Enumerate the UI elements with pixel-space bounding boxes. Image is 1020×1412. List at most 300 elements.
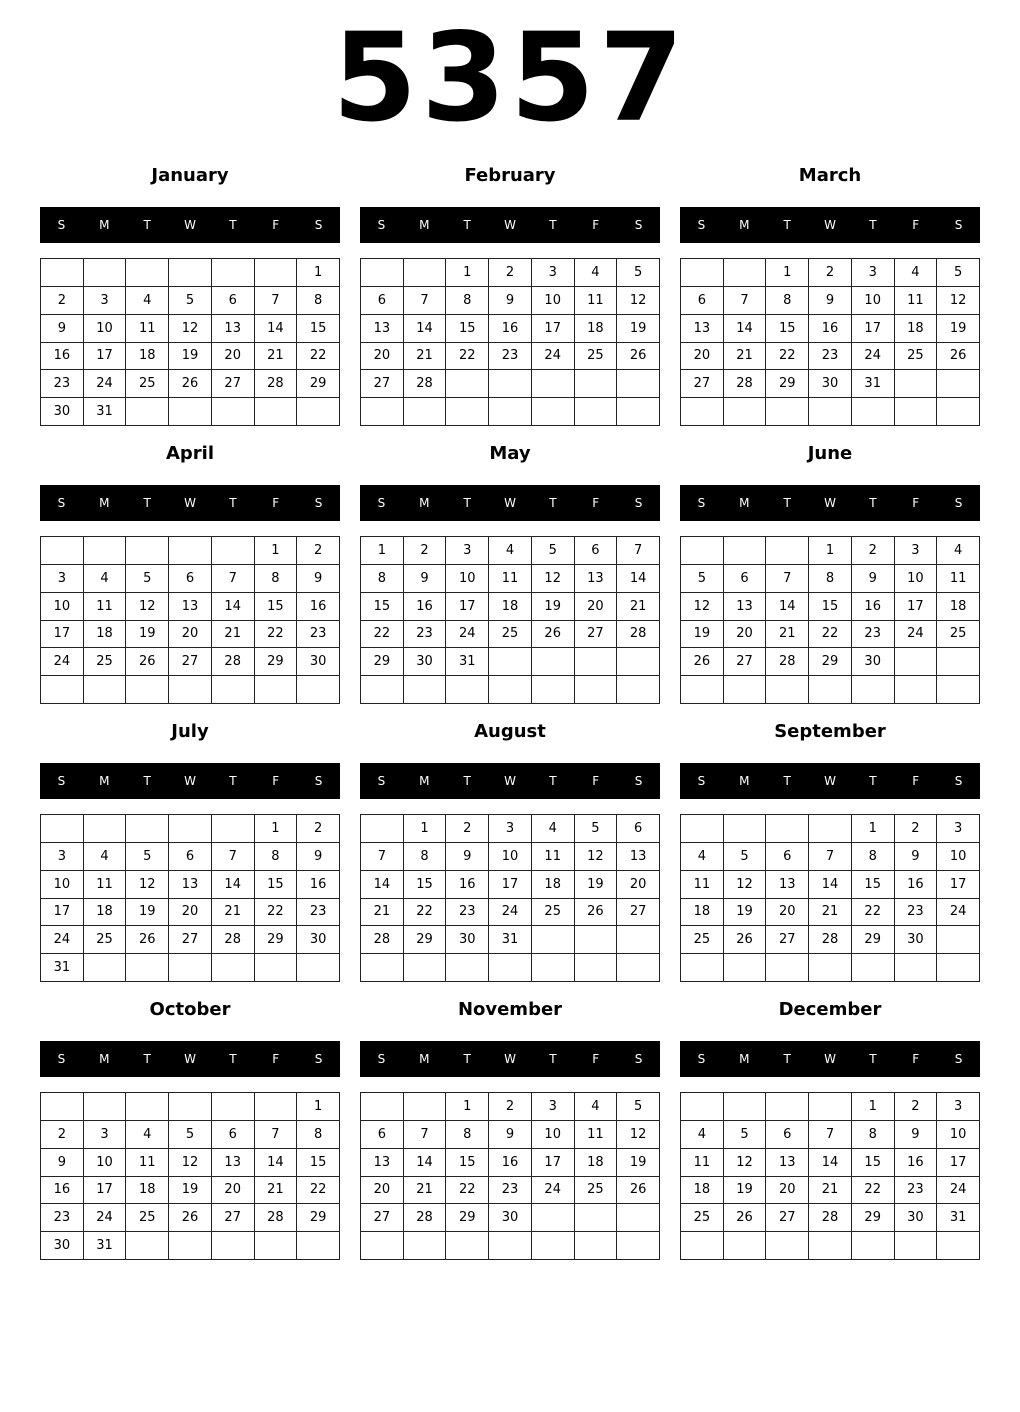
day-cell: 16: [404, 593, 447, 621]
day-cell: 23: [297, 621, 340, 649]
weekday-label: W: [184, 496, 196, 510]
weekday-label: M: [739, 218, 750, 232]
day-cell: 12: [937, 287, 980, 315]
empty-day-cell: [617, 1232, 660, 1260]
day-cell: 15: [255, 871, 298, 899]
day-cell: 20: [766, 899, 809, 927]
weekday-header: [680, 763, 980, 799]
day-cell: 14: [212, 593, 255, 621]
day-cell: 27: [724, 648, 767, 676]
empty-day-cell: [681, 815, 724, 843]
day-cell: 10: [532, 287, 575, 315]
day-cell: 12: [681, 593, 724, 621]
weekday-label: T: [549, 496, 557, 510]
empty-day-cell: [84, 676, 127, 704]
empty-day-cell: [297, 1232, 340, 1260]
day-cell: 25: [895, 343, 938, 371]
day-cell: 3: [41, 843, 84, 871]
day-cell: 11: [575, 287, 618, 315]
empty-day-cell: [361, 1232, 404, 1260]
day-cell: 2: [895, 1093, 938, 1121]
day-cell: 15: [404, 871, 447, 899]
day-cell: 26: [617, 343, 660, 371]
empty-day-cell: [895, 648, 938, 676]
month-name: June: [807, 443, 853, 464]
empty-day-cell: [681, 259, 724, 287]
day-cell: 26: [126, 648, 169, 676]
day-cell: 17: [489, 871, 532, 899]
empty-day-cell: [126, 537, 169, 565]
day-cell: 18: [84, 899, 127, 927]
day-grid: [680, 1092, 980, 1260]
day-cell: 11: [126, 1149, 169, 1177]
day-cell: 18: [126, 1177, 169, 1205]
empty-day-cell: [41, 1093, 84, 1121]
empty-day-cell: [361, 676, 404, 704]
empty-day-cell: [255, 259, 298, 287]
day-cell: 7: [404, 287, 447, 315]
day-cell: 20: [169, 899, 212, 927]
weekday-label: S: [377, 774, 386, 788]
day-cell: 3: [895, 537, 938, 565]
day-cell: 11: [681, 871, 724, 899]
day-cell: 3: [84, 287, 127, 315]
day-cell: 8: [766, 287, 809, 315]
day-cell: 26: [532, 621, 575, 649]
day-cell: 17: [446, 593, 489, 621]
day-cell: 26: [126, 926, 169, 954]
weekday-label: F: [272, 774, 280, 788]
empty-day-cell: [617, 1204, 660, 1232]
month-name: May: [489, 443, 531, 464]
day-cell: 3: [937, 1093, 980, 1121]
day-cell: 10: [41, 593, 84, 621]
day-cell: 27: [169, 648, 212, 676]
day-cell: 24: [937, 899, 980, 927]
day-cell: 19: [169, 1177, 212, 1205]
day-cell: 17: [852, 315, 895, 343]
day-cell: 6: [361, 1121, 404, 1149]
day-cell: 29: [766, 370, 809, 398]
day-grid: [360, 1092, 660, 1260]
day-cell: 16: [895, 871, 938, 899]
day-cell: 2: [489, 1093, 532, 1121]
weekday-label: S: [314, 1052, 323, 1066]
day-cell: 24: [852, 343, 895, 371]
weekday-header: [360, 1041, 660, 1077]
weekday-label: S: [314, 218, 323, 232]
day-cell: 7: [255, 1121, 298, 1149]
day-cell: 19: [724, 899, 767, 927]
weekday-label: S: [634, 1052, 643, 1066]
month-name: October: [149, 999, 231, 1020]
empty-day-cell: [809, 1232, 852, 1260]
weekday-label: S: [377, 1052, 386, 1066]
day-cell: 10: [446, 565, 489, 593]
weekday-label: W: [504, 774, 516, 788]
weekday-label: T: [463, 1052, 471, 1066]
day-cell: 19: [575, 871, 618, 899]
day-cell: 16: [41, 343, 84, 371]
empty-day-cell: [681, 676, 724, 704]
weekday-label: S: [57, 218, 66, 232]
day-cell: 23: [895, 1177, 938, 1205]
day-cell: 1: [446, 259, 489, 287]
empty-day-cell: [404, 1232, 447, 1260]
empty-day-cell: [937, 1232, 980, 1260]
day-cell: 29: [852, 1204, 895, 1232]
empty-day-cell: [937, 398, 980, 426]
weekday-label: T: [869, 774, 877, 788]
empty-day-cell: [489, 370, 532, 398]
day-cell: 17: [41, 899, 84, 927]
day-cell: 19: [169, 343, 212, 371]
weekday-label: S: [57, 774, 66, 788]
empty-day-cell: [446, 954, 489, 982]
day-cell: 20: [361, 1177, 404, 1205]
weekday-label: T: [549, 1052, 557, 1066]
day-cell: 1: [404, 815, 447, 843]
day-cell: 29: [404, 926, 447, 954]
day-cell: 2: [297, 815, 340, 843]
day-grid: [40, 536, 340, 704]
empty-day-cell: [766, 676, 809, 704]
day-cell: 6: [575, 537, 618, 565]
day-cell: 15: [297, 315, 340, 343]
day-cell: 6: [766, 1121, 809, 1149]
day-cell: 20: [212, 343, 255, 371]
empty-day-cell: [361, 398, 404, 426]
day-cell: 28: [255, 370, 298, 398]
day-cell: 20: [766, 1177, 809, 1205]
day-cell: 13: [681, 315, 724, 343]
empty-day-cell: [766, 815, 809, 843]
day-cell: 6: [212, 287, 255, 315]
day-cell: 19: [126, 899, 169, 927]
weekday-header: [360, 207, 660, 243]
empty-day-cell: [766, 398, 809, 426]
day-cell: 14: [212, 871, 255, 899]
day-cell: 18: [575, 315, 618, 343]
day-cell: 27: [617, 899, 660, 927]
empty-day-cell: [895, 370, 938, 398]
day-cell: 9: [297, 843, 340, 871]
day-cell: 9: [852, 565, 895, 593]
empty-day-cell: [169, 815, 212, 843]
weekday-header: [360, 763, 660, 799]
day-cell: 18: [937, 593, 980, 621]
day-cell: 5: [126, 843, 169, 871]
empty-day-cell: [446, 398, 489, 426]
weekday-label: W: [504, 218, 516, 232]
empty-day-cell: [532, 648, 575, 676]
day-cell: 4: [575, 259, 618, 287]
day-cell: 12: [724, 871, 767, 899]
day-cell: 3: [84, 1121, 127, 1149]
empty-day-cell: [724, 676, 767, 704]
day-cell: 25: [532, 899, 575, 927]
empty-day-cell: [297, 676, 340, 704]
empty-day-cell: [361, 954, 404, 982]
day-cell: 29: [297, 370, 340, 398]
day-cell: 1: [852, 815, 895, 843]
weekday-label: S: [377, 218, 386, 232]
day-cell: 16: [297, 593, 340, 621]
day-cell: 4: [84, 843, 127, 871]
weekday-label: W: [184, 1052, 196, 1066]
weekday-label: T: [869, 1052, 877, 1066]
day-cell: 21: [404, 1177, 447, 1205]
month-name: July: [171, 721, 209, 742]
day-cell: 19: [617, 1149, 660, 1177]
weekday-label: W: [824, 1052, 836, 1066]
day-cell: 9: [404, 565, 447, 593]
empty-day-cell: [84, 537, 127, 565]
day-cell: 18: [489, 593, 532, 621]
empty-day-cell: [575, 370, 618, 398]
day-cell: 24: [84, 370, 127, 398]
day-cell: 23: [297, 899, 340, 927]
day-cell: 31: [446, 648, 489, 676]
day-cell: 25: [681, 926, 724, 954]
empty-day-cell: [809, 815, 852, 843]
day-cell: 4: [84, 565, 127, 593]
empty-day-cell: [169, 1232, 212, 1260]
empty-day-cell: [575, 926, 618, 954]
weekday-label: T: [549, 218, 557, 232]
empty-day-cell: [169, 954, 212, 982]
day-cell: 9: [895, 843, 938, 871]
empty-day-cell: [255, 1232, 298, 1260]
day-cell: 31: [489, 926, 532, 954]
weekday-label: S: [697, 774, 706, 788]
day-grid: [40, 1092, 340, 1260]
day-cell: 25: [84, 648, 127, 676]
day-cell: 24: [489, 899, 532, 927]
weekday-label: S: [697, 1052, 706, 1066]
empty-day-cell: [126, 1093, 169, 1121]
empty-day-cell: [852, 954, 895, 982]
day-cell: 19: [937, 315, 980, 343]
day-cell: 2: [446, 815, 489, 843]
empty-day-cell: [126, 1232, 169, 1260]
day-cell: 21: [809, 899, 852, 927]
day-cell: 2: [297, 537, 340, 565]
weekday-label: M: [99, 774, 110, 788]
day-cell: 6: [617, 815, 660, 843]
day-cell: 27: [361, 370, 404, 398]
empty-day-cell: [809, 398, 852, 426]
empty-day-cell: [212, 1093, 255, 1121]
day-cell: 5: [532, 537, 575, 565]
day-cell: 19: [681, 621, 724, 649]
day-cell: 24: [532, 343, 575, 371]
empty-day-cell: [297, 954, 340, 982]
day-cell: 29: [809, 648, 852, 676]
day-cell: 18: [126, 343, 169, 371]
day-cell: 12: [532, 565, 575, 593]
empty-day-cell: [41, 259, 84, 287]
empty-day-cell: [126, 398, 169, 426]
day-cell: 17: [41, 621, 84, 649]
day-cell: 23: [489, 1177, 532, 1205]
day-cell: 14: [361, 871, 404, 899]
weekday-label: T: [869, 218, 877, 232]
empty-day-cell: [532, 676, 575, 704]
empty-day-cell: [895, 398, 938, 426]
day-cell: 1: [446, 1093, 489, 1121]
empty-day-cell: [724, 1232, 767, 1260]
day-cell: 19: [532, 593, 575, 621]
weekday-label: S: [954, 774, 963, 788]
day-cell: 22: [446, 1177, 489, 1205]
day-cell: 30: [809, 370, 852, 398]
empty-day-cell: [852, 676, 895, 704]
empty-day-cell: [126, 259, 169, 287]
day-cell: 12: [126, 593, 169, 621]
day-cell: 22: [255, 899, 298, 927]
day-cell: 20: [724, 621, 767, 649]
day-cell: 9: [41, 315, 84, 343]
weekday-header: [40, 1041, 340, 1077]
day-cell: 5: [681, 565, 724, 593]
day-cell: 28: [809, 1204, 852, 1232]
day-cell: 13: [361, 1149, 404, 1177]
weekday-label: S: [57, 496, 66, 510]
day-cell: 30: [41, 1232, 84, 1260]
weekday-label: F: [272, 496, 280, 510]
empty-day-cell: [84, 259, 127, 287]
day-cell: 9: [895, 1121, 938, 1149]
empty-day-cell: [937, 648, 980, 676]
day-cell: 13: [617, 843, 660, 871]
day-cell: 11: [937, 565, 980, 593]
empty-day-cell: [212, 398, 255, 426]
empty-day-cell: [937, 676, 980, 704]
day-cell: 10: [937, 1121, 980, 1149]
day-cell: 23: [41, 1204, 84, 1232]
day-cell: 28: [766, 648, 809, 676]
day-cell: 12: [724, 1149, 767, 1177]
day-grid: [40, 258, 340, 426]
weekday-header: [680, 485, 980, 521]
day-cell: 20: [681, 343, 724, 371]
weekday-label: S: [57, 1052, 66, 1066]
day-cell: 23: [41, 370, 84, 398]
day-cell: 3: [446, 537, 489, 565]
day-cell: 16: [41, 1177, 84, 1205]
day-cell: 14: [617, 565, 660, 593]
empty-day-cell: [809, 676, 852, 704]
day-cell: 7: [724, 287, 767, 315]
day-cell: 1: [809, 537, 852, 565]
day-cell: 2: [41, 287, 84, 315]
day-cell: 15: [446, 1149, 489, 1177]
weekday-label: S: [954, 496, 963, 510]
day-cell: 16: [852, 593, 895, 621]
day-cell: 8: [297, 287, 340, 315]
empty-day-cell: [575, 1232, 618, 1260]
day-cell: 16: [489, 1149, 532, 1177]
weekday-header: [680, 1041, 980, 1077]
day-cell: 27: [575, 621, 618, 649]
day-cell: 25: [126, 1204, 169, 1232]
empty-day-cell: [575, 954, 618, 982]
day-cell: 19: [126, 621, 169, 649]
empty-day-cell: [41, 676, 84, 704]
weekday-label: S: [954, 1052, 963, 1066]
day-cell: 20: [361, 343, 404, 371]
day-cell: 23: [895, 899, 938, 927]
empty-day-cell: [895, 676, 938, 704]
day-cell: 11: [895, 287, 938, 315]
day-cell: 20: [617, 871, 660, 899]
day-cell: 12: [169, 1149, 212, 1177]
empty-day-cell: [575, 1204, 618, 1232]
day-cell: 25: [575, 1177, 618, 1205]
empty-day-cell: [41, 537, 84, 565]
day-cell: 13: [575, 565, 618, 593]
weekday-header: [680, 207, 980, 243]
day-cell: 18: [681, 1177, 724, 1205]
day-grid: [360, 814, 660, 982]
day-cell: 18: [84, 621, 127, 649]
day-cell: 21: [212, 621, 255, 649]
day-cell: 31: [41, 954, 84, 982]
weekday-label: W: [504, 1052, 516, 1066]
day-cell: 21: [361, 899, 404, 927]
day-cell: 27: [169, 926, 212, 954]
weekday-label: S: [314, 496, 323, 510]
weekday-header: [360, 485, 660, 521]
weekday-label: T: [783, 774, 791, 788]
weekday-label: M: [99, 1052, 110, 1066]
day-cell: 26: [724, 1204, 767, 1232]
day-cell: 17: [84, 1177, 127, 1205]
day-cell: 22: [809, 621, 852, 649]
day-cell: 16: [446, 871, 489, 899]
empty-day-cell: [41, 815, 84, 843]
weekday-label: S: [634, 218, 643, 232]
day-cell: 10: [84, 315, 127, 343]
empty-day-cell: [169, 537, 212, 565]
day-cell: 17: [937, 871, 980, 899]
empty-day-cell: [532, 398, 575, 426]
day-cell: 6: [212, 1121, 255, 1149]
day-cell: 31: [852, 370, 895, 398]
day-grid: [360, 258, 660, 426]
day-cell: 8: [809, 565, 852, 593]
day-cell: 24: [532, 1177, 575, 1205]
day-cell: 3: [852, 259, 895, 287]
empty-day-cell: [724, 815, 767, 843]
weekday-label: T: [143, 774, 151, 788]
day-cell: 27: [361, 1204, 404, 1232]
day-cell: 1: [297, 1093, 340, 1121]
empty-day-cell: [937, 954, 980, 982]
weekday-label: F: [912, 496, 920, 510]
weekday-label: F: [912, 774, 920, 788]
day-cell: 30: [41, 398, 84, 426]
month-name: April: [165, 443, 215, 464]
day-cell: 4: [126, 1121, 169, 1149]
empty-day-cell: [895, 954, 938, 982]
day-cell: 2: [404, 537, 447, 565]
empty-day-cell: [404, 954, 447, 982]
day-cell: 25: [84, 926, 127, 954]
day-cell: 5: [169, 287, 212, 315]
day-cell: 4: [681, 843, 724, 871]
